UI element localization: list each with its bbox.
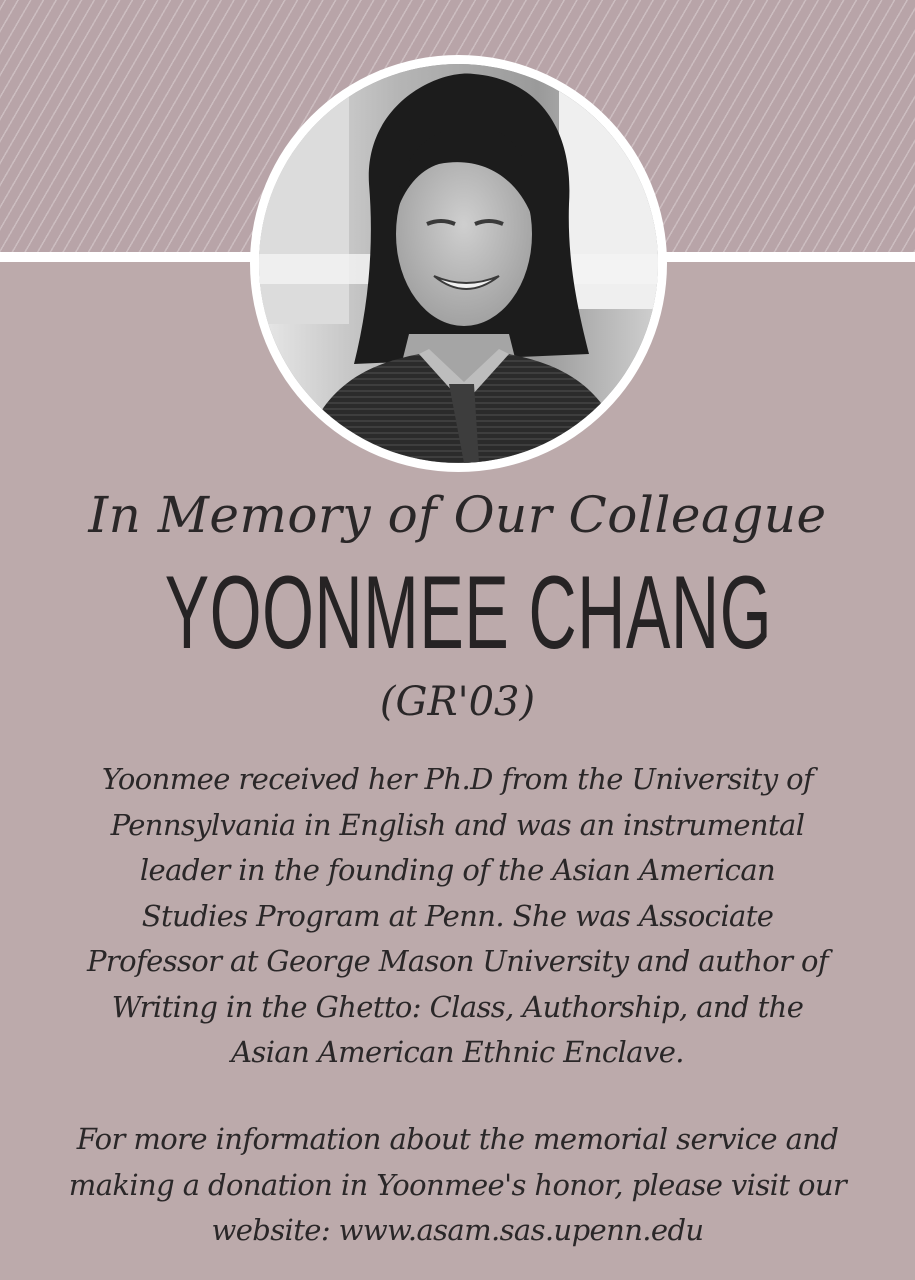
biography-paragraph	[40, 757, 875, 1076]
bio-line: Writing in the Ghetto: Class, Authorship, and the	[111, 989, 804, 1024]
honoree-name: YOONMEE CHANG	[164, 555, 773, 671]
bio-line: Asian American Ethnic Enclave.	[231, 1035, 684, 1069]
info-line: making a donation in Yoonmee's honor, please visit our	[68, 1167, 847, 1202]
portrait-illustration	[259, 64, 658, 463]
info-line-website: website: www.asam.sas.upenn.edu	[211, 1213, 704, 1247]
bio-line: leader in the founding of the Asian American	[139, 853, 776, 887]
portrait-photo	[259, 64, 658, 463]
memorial-info-paragraph	[40, 1117, 875, 1254]
bio-line: Studies Program at Penn. She was Associate	[141, 898, 774, 933]
bio-line: Pennsylvania in English and was an instrumental	[110, 807, 805, 842]
class-year: (GR'03)	[379, 679, 536, 725]
memorial-heading: In Memory of Our Colleague	[88, 486, 827, 544]
bio-line: Yoonmee received her Ph.D from the University of	[101, 762, 814, 796]
info-line: For more information about the memorial service and	[76, 1122, 839, 1156]
bio-line: Professor at George Mason University and author of	[86, 944, 828, 978]
